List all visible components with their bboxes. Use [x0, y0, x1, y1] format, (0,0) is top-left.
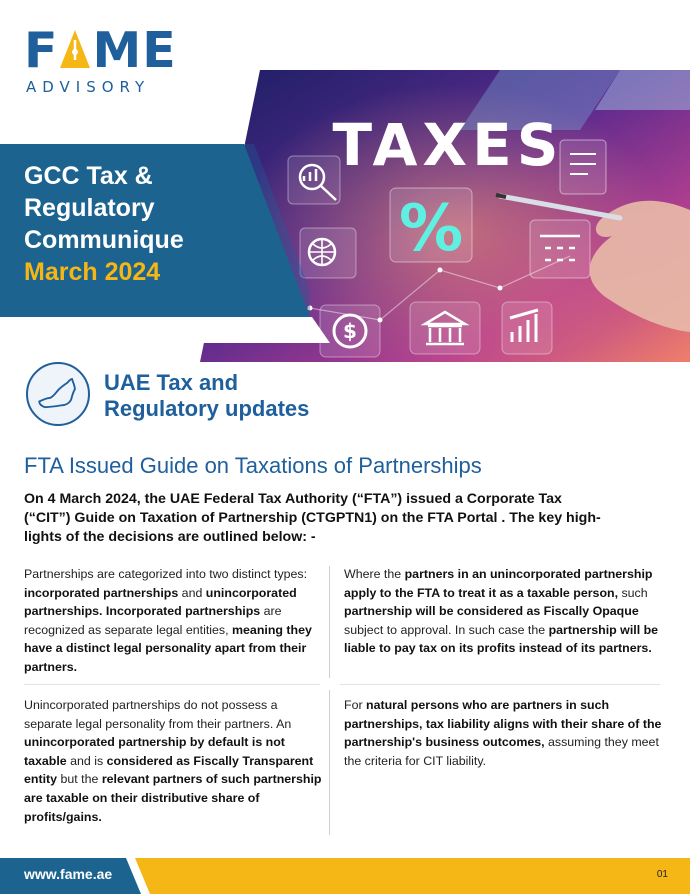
logo-letters-me: ME — [92, 22, 177, 79]
row-divider-left — [24, 684, 320, 685]
page-number: 01 — [656, 869, 668, 880]
article-intro — [24, 490, 664, 547]
hero-percent-symbol: % — [398, 192, 464, 266]
intro-line-1: On 4 March 2024, the UAE Federal Tax Authority (“FTA”) issued a Corporate Tax — [24, 491, 562, 507]
article-title: FTA Issued Guide on Taxations of Partnerships — [24, 453, 482, 478]
logo-letter-f: F — [24, 22, 59, 79]
natural-persons-cell: For natural persons who are partners in such partnerships, tax liability aligns with their share of the partnership's business outcomes, assuming they meet the criteria for CIT liability. — [344, 698, 662, 768]
logo-wordmark — [24, 22, 177, 79]
partnership-types-cell: Partnerships are categorized into two distinct types: incorporated partnerships and unincorporated partnerships. Incorporated partnerships are recognized as separate legal entities, meaning they have a distinct legal personality apart from their partners. — [24, 567, 312, 674]
section-title-line-1: UAE Tax and — [104, 370, 239, 395]
section-title — [104, 370, 309, 422]
svg-text:$: $ — [343, 319, 357, 343]
banner-date: March 2024 — [24, 258, 161, 286]
column-divider-bottom — [329, 690, 330, 835]
fiscally-opaque-cell: Where the partners in an unincorporated partnership apply to the FTA to treat it as a taxable person, such partnership will be considered as Fiscally Opaque subject to approval. In such case the partnership will be liable to pay tax on its profits instead of its partners. — [344, 567, 659, 656]
banner-title-line-1: GCC Tax & — [24, 162, 153, 190]
section-title-line-2: Regulatory updates — [104, 396, 310, 421]
pen-nib-icon — [58, 28, 92, 68]
website-link[interactable]: www.fame.ae — [24, 866, 113, 882]
banner-text — [24, 160, 284, 288]
banner-title-line-3: Communique — [24, 226, 184, 254]
logo-tagline: ADVISORY — [26, 78, 151, 96]
banner-title-line-2: Regulatory — [24, 194, 155, 222]
yellow-accent-stripe — [0, 317, 330, 343]
intro-line-3: lights of the decisions are outlined below: - — [24, 529, 316, 545]
fame-advisory-logo — [24, 22, 177, 96]
intro-line-2: (“CIT”) Guide on Taxation of Partnership (CTGPTN1) on the FTA Portal . The key high- — [24, 510, 601, 526]
fiscally-transparent-cell: Unincorporated partnerships do not possess a separate legal personality from their partners. An unincorporated partnership by default is not taxable and is considered as Fiscally Transparent entity but the relevant partners of such partnership are taxable on their distributive share of profits/gains. — [24, 698, 322, 824]
row-divider-right — [340, 684, 660, 685]
uae-map-icon — [26, 362, 90, 426]
uae-map-shape — [28, 364, 88, 424]
column-divider-top — [329, 566, 330, 678]
hero-taxes-word: TAXES — [332, 111, 564, 179]
